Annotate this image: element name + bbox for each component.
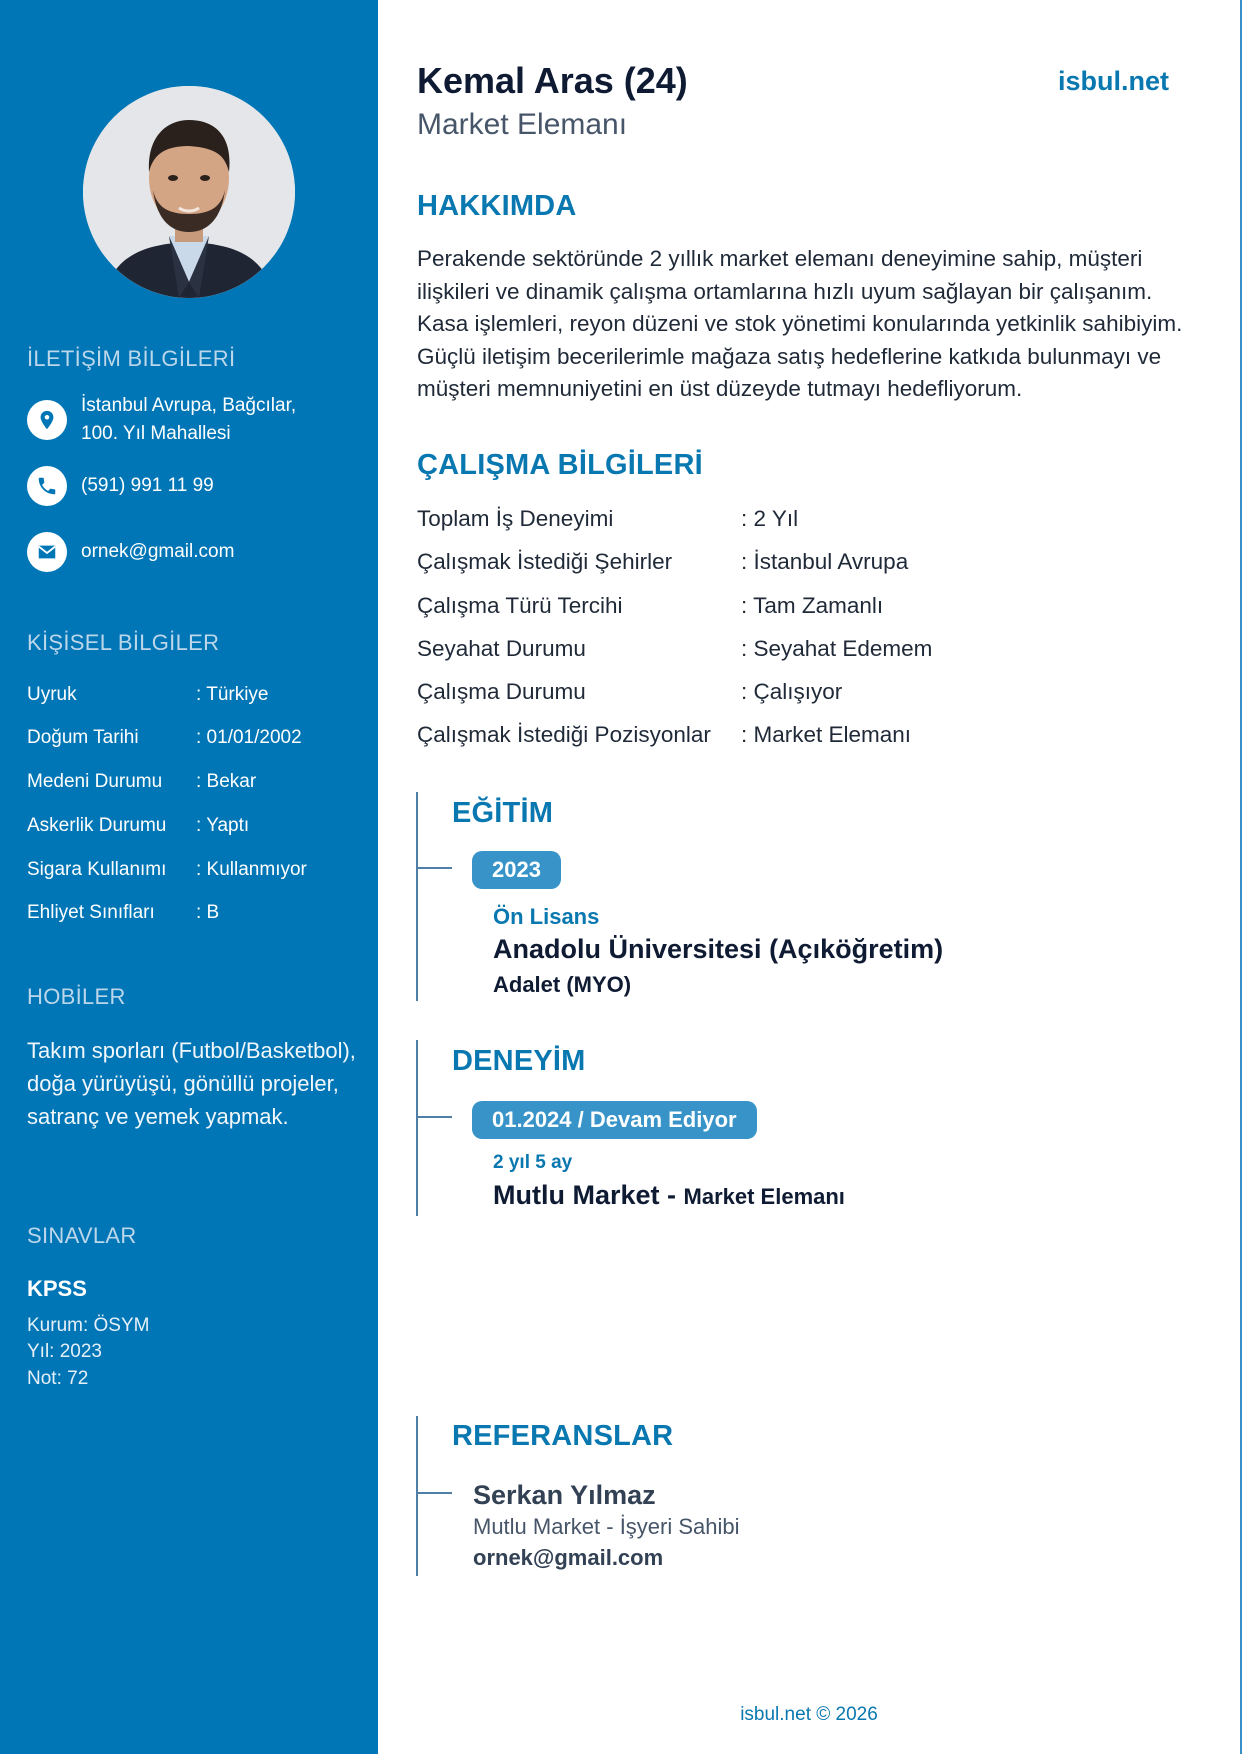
experience-heading: DENEYİM: [452, 1045, 586, 1077]
exam-year: Yıl: 2023: [27, 1341, 102, 1362]
experience-company: Mutlu Market -: [493, 1180, 684, 1210]
education-heading: EĞİTİM: [452, 797, 554, 829]
work-label: Çalışmak İstediği Şehirler: [417, 549, 673, 574]
email-address[interactable]: ornek@gmail.com: [81, 541, 235, 562]
personal-row: [27, 859, 307, 881]
work-row: [417, 549, 908, 575]
exam-institution: Kurum: ÖSYM: [27, 1315, 150, 1336]
contact-address: [27, 392, 296, 448]
personal-value: : B: [196, 902, 220, 923]
education-degree: Ön Lisans: [493, 904, 600, 929]
education-timeline-tick: [416, 867, 452, 869]
experience-role: Market Elemanı: [683, 1184, 845, 1209]
personal-label: Doğum Tarihi: [27, 727, 139, 748]
work-value: : Market Elemanı: [741, 722, 912, 747]
avatar: [83, 86, 295, 298]
candidate-name: Kemal Aras (24): [417, 60, 688, 101]
personal-value: : Kullanmıyor: [196, 859, 307, 880]
reference-email[interactable]: ornek@gmail.com: [473, 1545, 664, 1570]
work-value: : 2 Yıl: [741, 506, 799, 531]
work-heading: ÇALIŞMA BİLGİLERİ: [417, 449, 703, 481]
work-value: : Çalışıyor: [741, 679, 843, 704]
work-row: [417, 636, 932, 662]
hobbies-heading: HOBİLER: [27, 984, 126, 1009]
work-value: : Seyahat Edemem: [741, 636, 933, 661]
personal-label: Ehliyet Sınıfları: [27, 902, 155, 923]
personal-row: [27, 727, 302, 749]
education-timeline: [416, 792, 418, 1001]
work-label: Çalışma Türü Tercihi: [417, 593, 623, 618]
reference-name: Serkan Yılmaz: [473, 1480, 656, 1510]
work-label: Toplam İş Deneyimi: [417, 506, 614, 531]
work-label: Çalışmak İstediği Pozisyonlar: [417, 722, 711, 747]
personal-value: : Türkiye: [196, 684, 269, 705]
experience-timeline-tick: [416, 1116, 452, 1118]
profile-photo: [83, 86, 295, 298]
references-heading: REFERANSLAR: [452, 1420, 674, 1452]
personal-row: [27, 902, 219, 924]
education-year-badge: 2023: [472, 851, 561, 889]
personal-value: : Yaptı: [196, 815, 250, 836]
references-timeline-tick: [416, 1492, 452, 1494]
sidebar: [0, 0, 378, 1754]
address-line-2: 100. Yıl Mahallesi: [81, 423, 231, 444]
personal-row: [27, 771, 256, 793]
work-row: [417, 722, 911, 748]
contact-heading: İLETİŞİM BİLGİLERİ: [27, 346, 236, 371]
candidate-title: Market Elemanı: [417, 108, 628, 141]
experience-timeline: [416, 1040, 418, 1216]
phone-number: (591) 991 11 99: [81, 475, 214, 496]
brand-logo[interactable]: isbul.net: [1058, 66, 1170, 96]
work-row: [417, 593, 883, 619]
work-value: : İstanbul Avrupa: [741, 549, 909, 574]
exam-score: Not: 72: [27, 1368, 89, 1389]
personal-label: Sigara Kullanımı: [27, 859, 167, 880]
about-heading: HAKKIMDA: [417, 190, 577, 222]
personal-value: : 01/01/2002: [196, 727, 302, 748]
exams-heading: SINAVLAR: [27, 1223, 137, 1248]
personal-value: : Bekar: [196, 771, 257, 792]
references-timeline: [416, 1416, 418, 1576]
reference-company: Mutlu Market - İşyeri Sahibi: [473, 1514, 740, 1539]
work-value: : Tam Zamanlı: [741, 593, 884, 618]
about-text: Perakende sektöründe 2 yıllık market elemanı deneyimine sahip, müşteri ilişkileri ve dinamik çalışma ortamlarına hızlı uyum sağlayan bir çalışanım. Kasa işlemleri, reyon düzeni ve stok yönetimi konularında yetkinlik sahibiyim. Güçlü iletişim becerilerimle mağaza satış hedeflerine katkıda bulunmayı ve müşteri memnuniyetini en üst düzeyde tutmayı hedefliyorum.: [417, 246, 1183, 401]
personal-label: Medeni Durumu: [27, 771, 163, 792]
personal-label: Askerlik Durumu: [27, 815, 167, 836]
footer-copyright: isbul.net © 2026: [740, 1704, 878, 1725]
work-row: [417, 506, 798, 532]
contact-phone: [27, 466, 214, 506]
envelope-icon: [27, 532, 67, 572]
personal-heading: KİŞİSEL BİLGİLER: [27, 630, 220, 655]
education-department: Adalet (MYO): [493, 972, 632, 997]
contact-email: [27, 532, 234, 572]
address-line-1: İstanbul Avrupa, Bağcılar,: [81, 395, 297, 416]
work-row: [417, 679, 842, 705]
personal-row: [27, 684, 269, 706]
work-label: Çalışma Durumu: [417, 679, 586, 704]
hobbies-text: Takım sporları (Futbol/Basketbol), doğa yürüyüşü, gönüllü projeler, satranç ve yemek yapmak.: [27, 1038, 356, 1129]
personal-label: Uyruk: [27, 684, 77, 705]
exam-name: KPSS: [27, 1276, 87, 1301]
education-school: Anadolu Üniversitesi (Açıköğretim): [493, 934, 944, 964]
experience-duration: 2 yıl 5 ay: [493, 1152, 573, 1173]
location-pin-icon: [27, 400, 67, 440]
phone-icon: [27, 466, 67, 506]
experience-period-badge: 01.2024 / Devam Ediyor: [472, 1101, 757, 1139]
experience-position: [493, 1180, 845, 1211]
personal-row: [27, 815, 249, 837]
work-label: Seyahat Durumu: [417, 636, 586, 661]
